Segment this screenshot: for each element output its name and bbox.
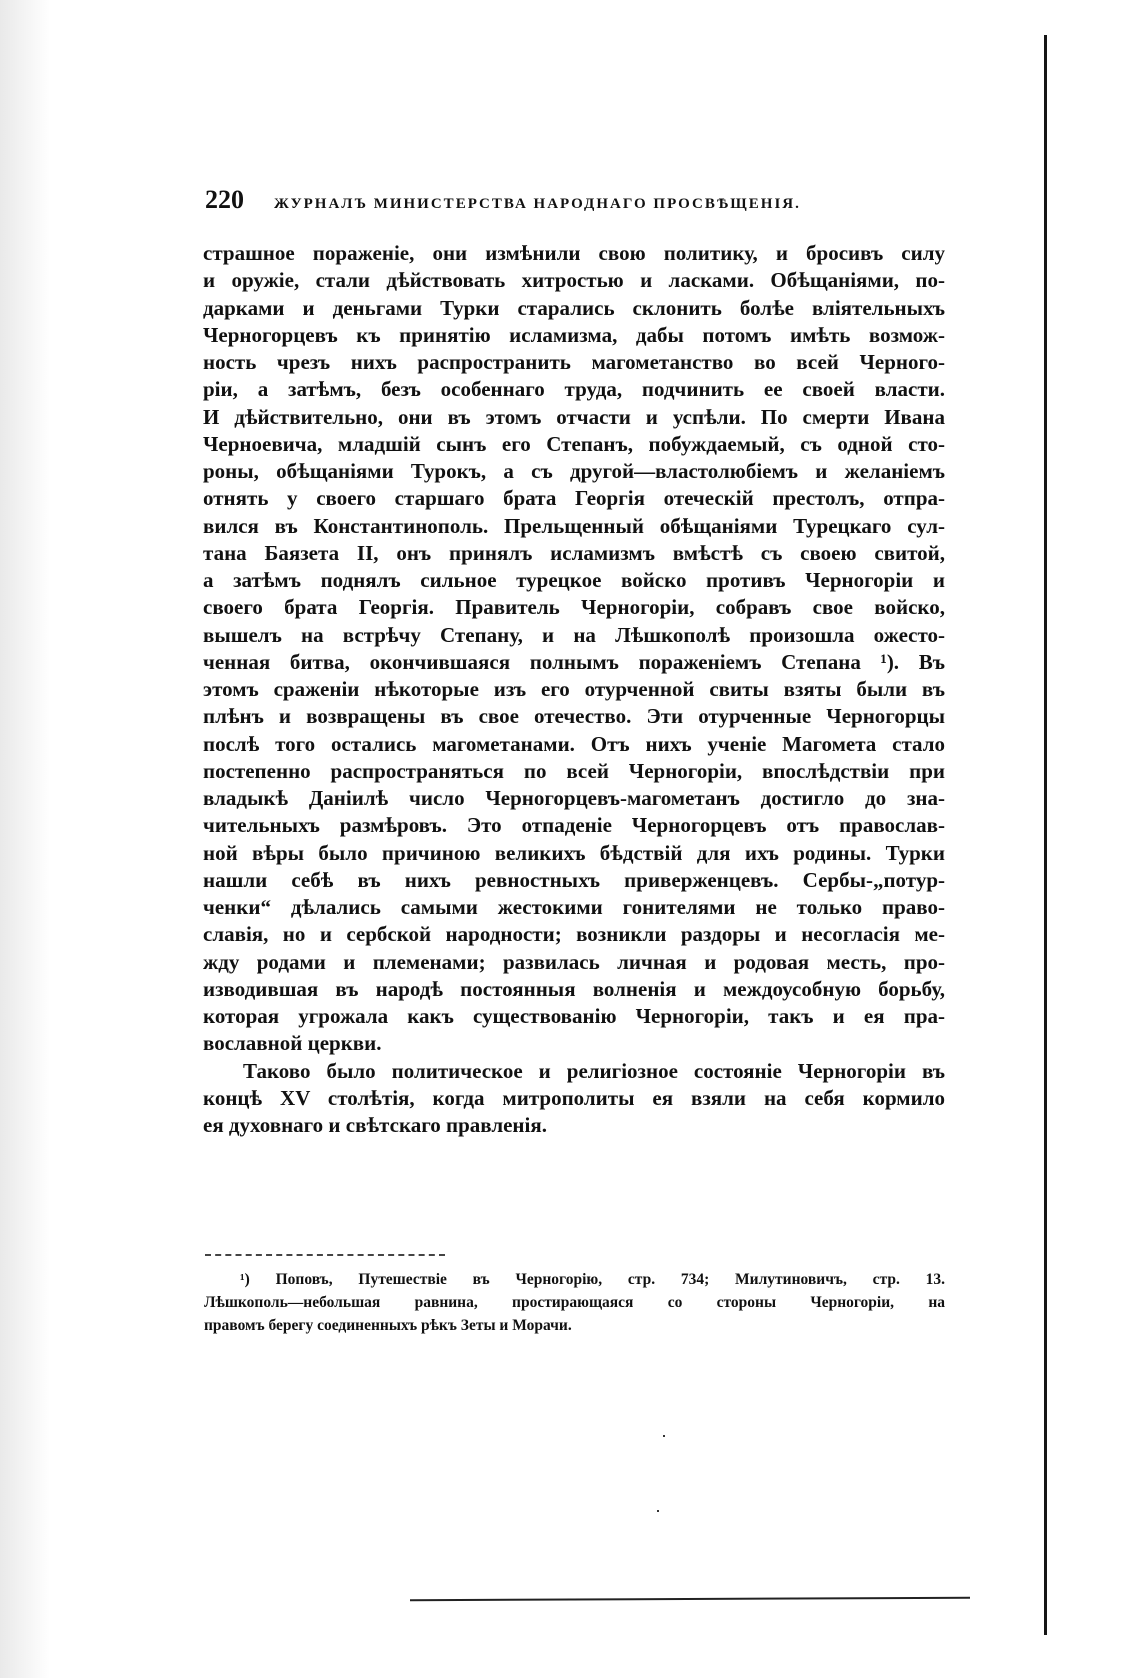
- text-line: которая угрожала какъ существованію Черногоріи, такъ и ея пра-: [203, 1004, 945, 1028]
- text-line: ея духовнаго и свѣтскаго правленія.: [203, 1113, 547, 1137]
- footnote-separator: [205, 1254, 445, 1256]
- text-line: чительныхъ размѣровъ. Это отпаденіе Черногорцевъ отъ православ-: [203, 813, 945, 838]
- text-line: И дѣйствительно, они въ этомъ отчасти и успѣли. По смерти Ивана: [203, 404, 945, 429]
- text-line: постепенно распространяться по всей Черногоріи, впослѣдствіи при: [203, 758, 945, 783]
- body-text: [203, 240, 945, 1139]
- text-line: послѣ того остались магометанами. Отъ нихъ ученіе Магомета стало: [203, 731, 945, 756]
- footnotes: [204, 1268, 945, 1337]
- text-line: Таково было политическое и религіозное состояніе Черногоріи въ: [243, 1058, 945, 1083]
- scan-binding-line: [1044, 35, 1047, 1635]
- text-line: а затѣмъ поднялъ сильное турецкое войско противъ Черногоріи и: [203, 568, 945, 592]
- footnote-line: Лѣшкополь—небольшая равнина, простирающаяся со стороны Черногоріи, на: [204, 1294, 945, 1311]
- text-line: роны, обѣщаніями Турокъ, а съ другой—властолюбіемъ и желаніемъ: [203, 459, 945, 483]
- text-line: этомъ сраженіи нѣкоторые изъ его отурченной свиты взяты были въ: [203, 677, 945, 701]
- text-line: владыкѣ Даніилѣ число Черногорцевъ-магометанъ достигло до зна-: [203, 786, 945, 810]
- page-number: 220: [205, 185, 244, 214]
- text-line: ность чрезъ нихъ распространить магометанство во всей Черного-: [203, 350, 945, 374]
- text-line: и оружіе, стали дѣйствовать хитростью и ласками. Обѣщаніями, по-: [203, 268, 945, 293]
- scan-bottom-line: [410, 1597, 970, 1601]
- text-line: плѣнъ и возвращены въ свое отечество. Эти отурченные Черногорцы: [203, 704, 945, 729]
- running-head: [205, 185, 950, 215]
- text-line: ченная битва, окончившаяся полнымъ пораженіемъ Степана ¹). Въ: [203, 649, 945, 674]
- text-line: ной вѣры было причиною великихъ бѣдствій для ихъ родины. Турки: [203, 840, 945, 865]
- text-line: Черноевича, младшій сынъ его Степанъ, побуждаемый, съ одной сто-: [203, 431, 945, 456]
- text-line: славія, но и сербской народности; возникли раздоры и несогласія ме-: [203, 922, 945, 947]
- text-line: своего брата Георгія. Правитель Черногоріи, собравъ свое войско,: [203, 595, 945, 620]
- text-line: концѣ XV столѣтія, когда митрополиты ея взяли на себя кормило: [203, 1085, 945, 1110]
- text-line: вославной церкви.: [203, 1031, 382, 1056]
- scan-speck: [657, 1510, 659, 1512]
- scan-speck: [663, 1435, 665, 1437]
- scan-edge-shadow: [0, 0, 50, 1678]
- text-line: ченки“ дѣлались самыми жестокими гонителями не только право-: [203, 895, 945, 919]
- journal-title: ЖУРНАЛЪ МИНИСТЕРСТВА НАРОДНАГО ПРОСВѢЩЕНІЯ.: [274, 196, 801, 212]
- text-line: отнять у своего старшаго брата Георгія отеческій престолъ, отпра-: [203, 486, 945, 511]
- text-line: Черногорцевъ къ принятію исламизма, дабы потомъ имѣть возмож-: [203, 322, 945, 347]
- text-line: изводившая въ народѣ постоянныя волненія и междоусобную борьбу,: [203, 976, 945, 1001]
- text-line: тана Баязета II, онъ принялъ исламизмъ вмѣстѣ съ своею свитой,: [203, 540, 945, 565]
- footnote-line: ¹) Поповъ, Путешествіе въ Черногорію, стр. 734; Милутиновичъ, стр. 13.: [240, 1271, 945, 1288]
- text-line: вился въ Константинополь. Прельщенный обѣщаніями Турецкаго сул-: [203, 513, 945, 538]
- text-line: дарками и деньгами Турки старались склонить болѣе вліятельныхъ: [203, 295, 945, 320]
- text-line: жду родами и племенами; развилась личная и родовая месть, про-: [203, 949, 945, 974]
- text-line: нашли себѣ въ нихъ ревностныхъ приверженцевъ. Сербы-„потур-: [203, 867, 945, 892]
- text-line: ріи, а затѣмъ, безъ особеннаго труда, подчинить ее своей власти.: [203, 377, 945, 402]
- text-line: вышелъ на встрѣчу Степану, и на Лѣшкополѣ произошла ожесто-: [203, 622, 945, 647]
- footnote-line: правомъ берегу соединенныхъ рѣкъ Зеты и Морачи.: [204, 1317, 572, 1334]
- text-line: страшное пораженіе, они измѣнили свою политику, и бросивъ силу: [203, 241, 945, 265]
